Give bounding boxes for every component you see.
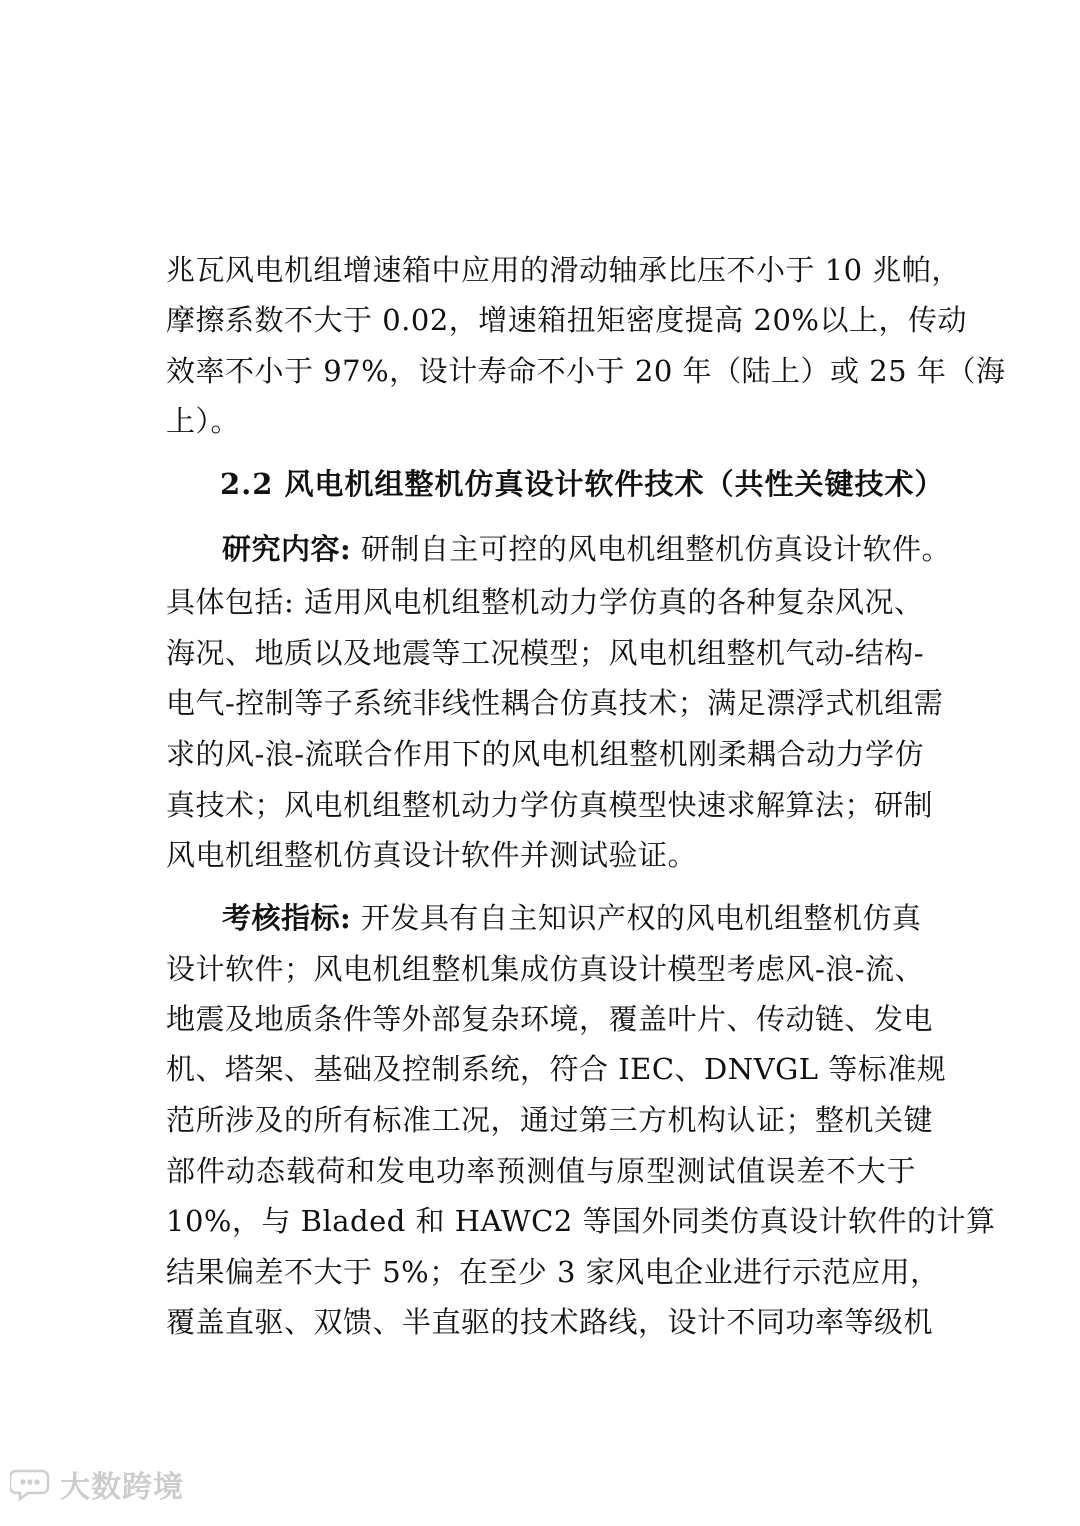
paragraph-line: 上）。 bbox=[166, 404, 241, 438]
assessment-label: 考核指标: bbox=[222, 901, 352, 935]
research-line: 求的风-浪-流联合作用下的风电机组整机刚柔耦合动力学仿 bbox=[166, 737, 925, 771]
assessment-line: 结果偏差不大于 5%；在至少 3 家风电企业进行示范应用， bbox=[166, 1255, 940, 1289]
section-heading: 2.2 风电机组整机仿真设计软件技术（共性关键技术） bbox=[220, 467, 945, 501]
paragraph-line: 兆瓦风电机组增速箱中应用的滑动轴承比压不小于 10 兆帕， bbox=[166, 253, 961, 287]
assessment-line: 地震及地质条件等外部复杂环境，覆盖叶片、传动链、发电 bbox=[166, 1002, 934, 1036]
research-first-line bbox=[222, 530, 951, 568]
assessment-line: 范所涉及的所有标准工况，通过第三方机构认证；整机关键 bbox=[166, 1103, 934, 1137]
research-line: 海况、地质以及地震等工况模型；风电机组整机气动-结构- bbox=[166, 636, 925, 670]
assessment-first-line bbox=[222, 899, 922, 937]
research-line: 风电机组整机仿真设计软件并测试验证。 bbox=[166, 838, 698, 872]
watermark bbox=[10, 1462, 184, 1506]
research-label: 研究内容: bbox=[222, 532, 352, 566]
assessment-line: 部件动态载荷和发电功率预测值与原型测试值误差不大于 bbox=[166, 1154, 916, 1188]
research-line: 真技术；风电机组整机动力学仿真模型快速求解算法；研制 bbox=[166, 788, 934, 822]
research-line: 具体包括: 适用风电机组整机动力学仿真的各种复杂风况、 bbox=[166, 585, 924, 619]
speech-bubble-logo-icon bbox=[10, 1467, 54, 1501]
research-first-text: 研制自主可控的风电机组整机仿真设计软件。 bbox=[351, 532, 951, 566]
assessment-first-text: 开发具有自主知识产权的风电机组整机仿真 bbox=[351, 901, 922, 935]
assessment-line: 设计软件；风电机组整机集成仿真设计模型考虑风-浪-流、 bbox=[166, 952, 925, 986]
assessment-line: 机、塔架、基础及控制系统，符合 IEC、DNVGL 等标准规 bbox=[166, 1052, 947, 1086]
research-line: 电气-控制等子系统非线性耦合仿真技术；满足漂浮式机组需 bbox=[166, 686, 944, 720]
watermark-text: 大数跨境 bbox=[60, 1470, 184, 1505]
assessment-line: 10%，与 Bladed 和 HAWC2 等国外同类仿真设计软件的计算 bbox=[166, 1204, 996, 1238]
assessment-line: 覆盖直驱、双馈、半直驱的技术路线，设计不同功率等级机 bbox=[166, 1305, 934, 1339]
paragraph-line: 摩擦系数不大于 0.02，增速箱扭矩密度提高 20%以上，传动 bbox=[166, 303, 967, 337]
paragraph-line: 效率不小于 97%，设计寿命不小于 20 年（陆上）或 25 年（海 bbox=[166, 354, 1006, 388]
